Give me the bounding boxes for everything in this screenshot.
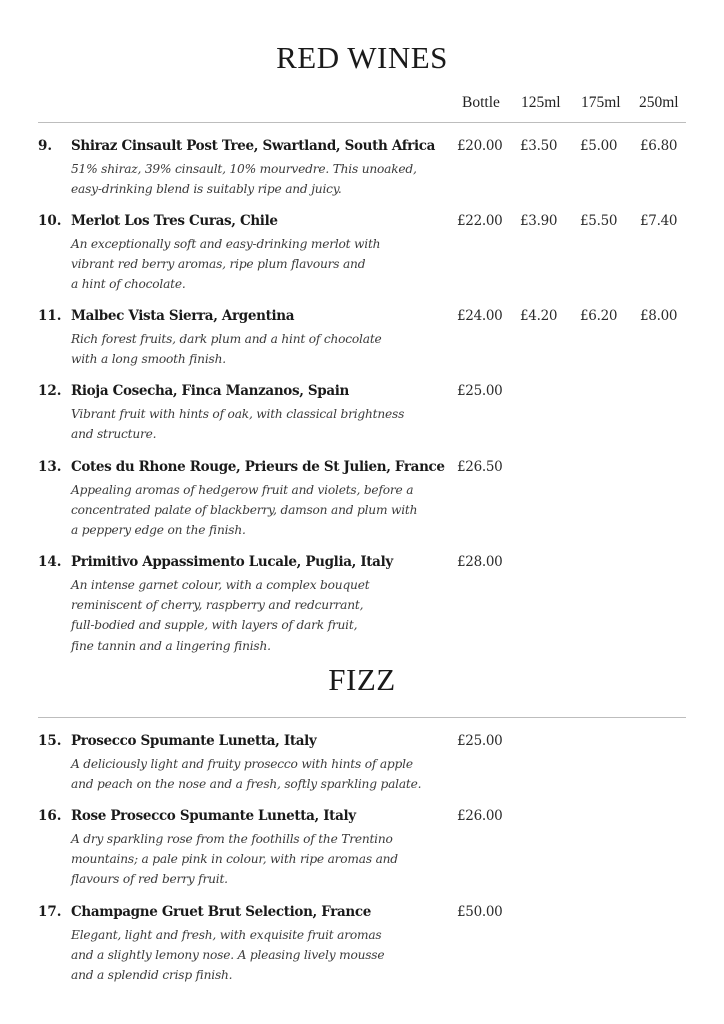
price-175ml: £5.00 <box>580 138 618 154</box>
column-header-bottle: Bottle <box>462 94 500 111</box>
item-number: 12. <box>38 383 62 399</box>
wine-name: Rioja Cosecha, Finca Manzanos, Spain <box>71 383 350 399</box>
divider <box>38 717 686 718</box>
price-250ml: £6.80 <box>640 138 678 154</box>
wine-description: Appealing aromas of hedgerow fruit and violets, before a concentrated palate of blackberry, damson and plum with a peppery edge on the finish. <box>71 483 418 538</box>
price-125ml: £3.50 <box>520 138 558 154</box>
wine-description: 51% shiraz, 39% cinsault, 10% mourvedre. This unoaked, easy-drinking blend is suitably ripe and juicy. <box>71 162 417 197</box>
wine-name: Cotes du Rhone Rouge, Prieurs de St Julien, France <box>71 459 445 475</box>
price-175ml: £6.20 <box>580 308 618 324</box>
item-number: 9. <box>38 138 53 154</box>
price-175ml: £5.50 <box>580 213 618 229</box>
wine-name: Champagne Gruet Brut Selection, France <box>71 904 371 920</box>
wine-name: Shiraz Cinsault Post Tree, Swartland, South Africa <box>71 138 435 154</box>
price-bottle: £25.00 <box>457 733 503 749</box>
item-number: 11. <box>38 308 62 324</box>
wine-name: Primitivo Appassimento Lucale, Puglia, Italy <box>71 554 393 570</box>
wine-name: Rose Prosecco Spumante Lunetta, Italy <box>71 808 356 824</box>
price-250ml: £8.00 <box>640 308 678 324</box>
wine-description: An intense garnet colour, with a complex bouquet reminiscent of cherry, raspberry and redcurrant, full-bodied and supple, with layers of dark fruit, fine tannin and a lingering finish. <box>71 578 370 653</box>
item-number: 17. <box>38 904 62 920</box>
price-125ml: £4.20 <box>520 308 558 324</box>
wine-name: Prosecco Spumante Lunetta, Italy <box>71 733 317 749</box>
price-bottle: £28.00 <box>457 554 503 570</box>
item-number: 16. <box>38 808 62 824</box>
price-bottle: £25.00 <box>457 383 503 399</box>
column-header-125ml: 125ml <box>521 94 561 111</box>
item-number: 10. <box>38 213 62 229</box>
price-125ml: £3.90 <box>520 213 558 229</box>
wine-description: Vibrant fruit with hints of oak, with classical brightness and structure. <box>71 407 405 442</box>
wine-description: An exceptionally soft and easy-drinking merlot with vibrant red berry aromas, ripe plum flavours and a hint of chocolate. <box>71 237 381 292</box>
price-bottle: £22.00 <box>457 213 503 229</box>
red-wines-title: RED WINES <box>276 40 448 75</box>
price-bottle: £24.00 <box>457 308 503 324</box>
price-bottle: £50.00 <box>457 904 503 920</box>
wine-name: Merlot Los Tres Curas, Chile <box>71 213 278 229</box>
wine-description: A deliciously light and fruity prosecco with hints of apple and peach on the nose and a fresh, softly sparkling palate. <box>71 757 422 792</box>
wine-name: Malbec Vista Sierra, Argentina <box>71 308 295 324</box>
price-bottle: £26.50 <box>457 459 503 475</box>
price-bottle: £20.00 <box>457 138 503 154</box>
divider <box>38 122 686 123</box>
wine-description: Elegant, light and fresh, with exquisite fruit aromas and a slightly lemony nose. A pleasing lively mousse and a splendid crisp finish. <box>71 928 385 983</box>
fizz-title: FIZZ <box>328 662 396 697</box>
price-bottle: £26.00 <box>457 808 503 824</box>
wine-description: Rich forest fruits, dark plum and a hint of chocolate with a long smooth finish. <box>71 332 382 367</box>
item-number: 14. <box>38 554 62 570</box>
item-number: 13. <box>38 459 62 475</box>
column-header-175ml: 175ml <box>581 94 621 111</box>
wine-description: A dry sparkling rose from the foothills of the Trentino mountains; a pale pink in colour, with ripe aromas and flavours of red berry fruit. <box>71 832 398 887</box>
column-header-250ml: 250ml <box>639 94 679 111</box>
price-250ml: £7.40 <box>640 213 678 229</box>
item-number: 15. <box>38 733 62 749</box>
